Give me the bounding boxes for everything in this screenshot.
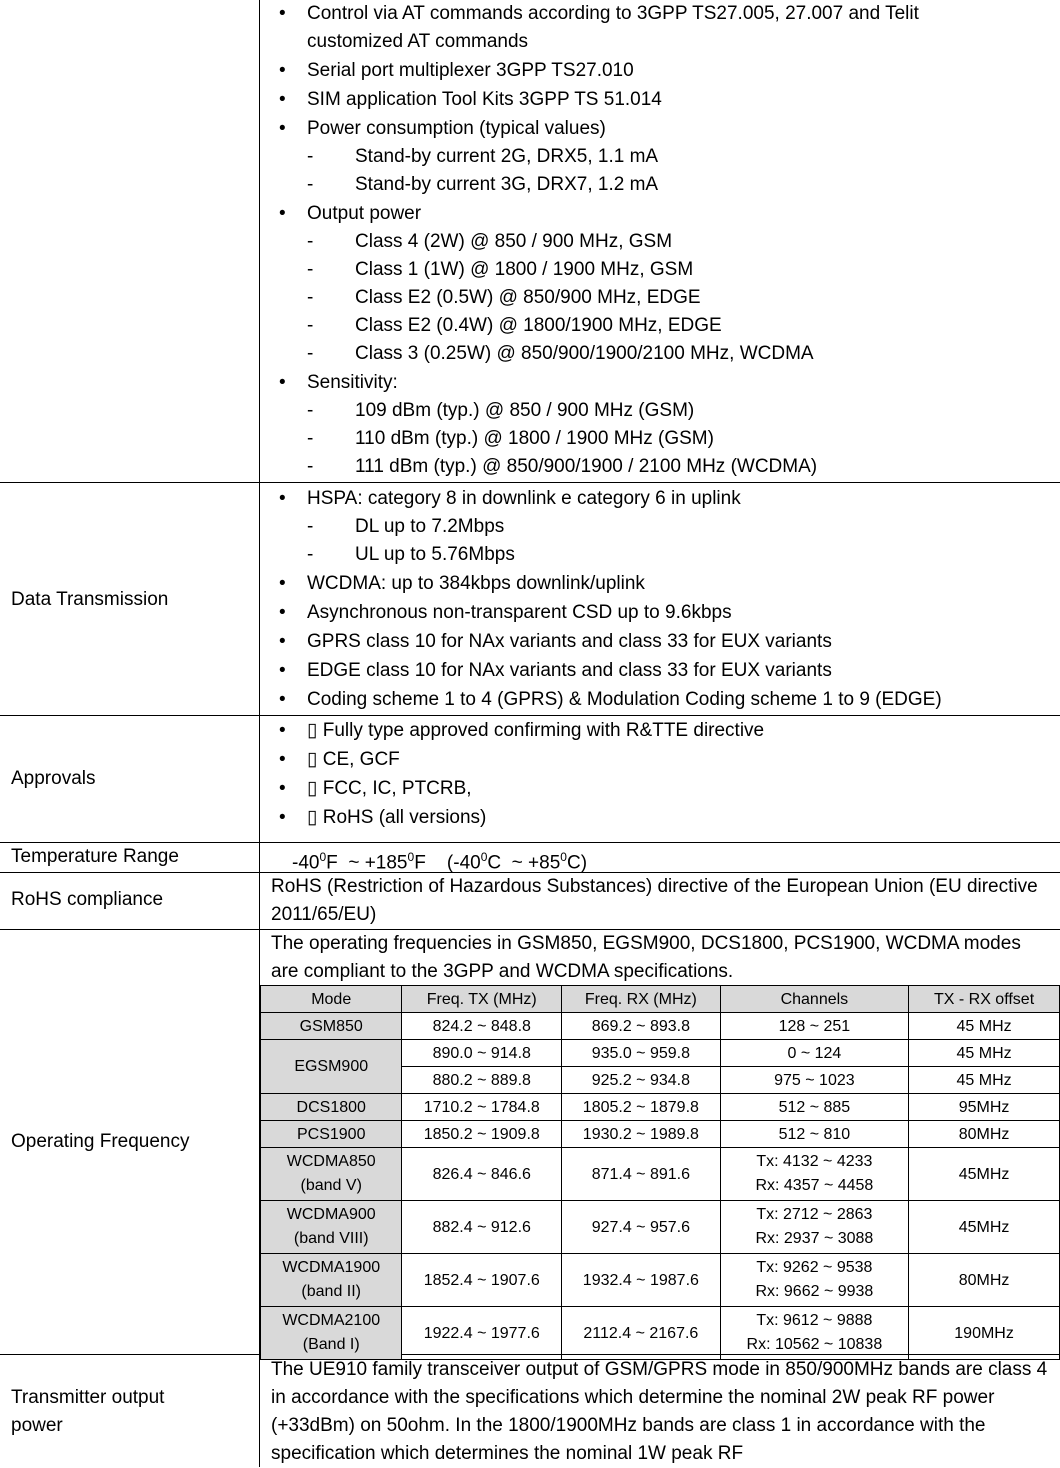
mode-line: WCDMA850 <box>286 1153 376 1170</box>
offset-cell: 80MHz <box>909 1254 1060 1307</box>
mode-line: WCDMA1900 <box>282 1259 381 1276</box>
mode-line: WCDMA2100 <box>282 1312 381 1329</box>
mode-cell: PCS1900 <box>261 1121 402 1148</box>
operating-frequency-label: Operating Frequency <box>11 1131 190 1152</box>
column-header: Freq. RX (MHz) <box>562 986 721 1013</box>
data-transmission-list <box>307 484 942 714</box>
column-header: Channels <box>720 986 908 1013</box>
channels-tx: Tx: 4132 ~ 4233 <box>756 1153 873 1170</box>
band-line: (Band I) <box>302 1336 360 1353</box>
tx-cell: 1922.4 ~ 1977.6 <box>402 1307 562 1360</box>
sub-item: - 110 dBm (typ.) @ 1800 / 1900 MHz (GSM) <box>307 425 1007 453</box>
sub-item: - Class E2 (0.5W) @ 850/900 MHz, EDGE <box>307 284 1007 312</box>
channels-rx: Rx: 4357 ~ 4458 <box>755 1177 874 1194</box>
frequency-table-header <box>261 986 1060 1013</box>
bullet-item: • ▯ CE, GCF <box>307 745 764 774</box>
rx-cell: 869.2 ~ 893.8 <box>562 1013 721 1040</box>
table-row <box>261 1148 1060 1201</box>
table-row <box>261 1094 1060 1121</box>
bullet-item: • EDGE class 10 for NAx variants and class 33 for EUX variants <box>307 656 942 685</box>
row-divider <box>0 482 1060 483</box>
channels-cell <box>720 1201 908 1254</box>
frequency-table <box>260 985 1060 1360</box>
bullet-item: • WCDMA: up to 384kbps downlink/uplink <box>307 569 942 598</box>
approvals-label: Approvals <box>11 768 96 789</box>
table-row <box>261 1013 1060 1040</box>
bullet-item: • GPRS class 10 for NAx variants and class 33 for EUX variants <box>307 627 942 656</box>
tx-cell: 880.2 ~ 889.8 <box>402 1067 562 1094</box>
rohs-text: RoHS (Restriction of Hazardous Substances) directive of the European Union (EU directive 2011/65/EU) <box>271 876 1038 925</box>
offset-cell: 45 MHz <box>909 1040 1060 1067</box>
band-line: (band V) <box>300 1177 362 1194</box>
column-header: Mode <box>261 986 402 1013</box>
channels-cell: 975 ~ 1023 <box>720 1067 908 1094</box>
rx-cell: 927.4 ~ 957.6 <box>562 1201 721 1254</box>
sub-item: - 109 dBm (typ.) @ 850 / 900 MHz (GSM) <box>307 397 1007 425</box>
transmitter-text: The UE910 family transceiver output of GSM/GPRS mode in 850/900MHz bands are class 4 in accordance with the specifications which determine the nominal 2W peak RF power (+33dBm) on 50ohm. In the 1800/1900MHz bands are class 1 in accordance with the specification which determines the nominal 1W peak RF <box>271 1359 1048 1464</box>
bullet-item: • ▯ Fully type approved confirming with R&TTE directive <box>307 716 764 745</box>
rx-cell: 1930.2 ~ 1989.8 <box>562 1121 721 1148</box>
rx-cell: 935.0 ~ 959.8 <box>562 1040 721 1067</box>
tx-cell: 826.4 ~ 846.6 <box>402 1148 562 1201</box>
sub-item: - Class 1 (1W) @ 1800 / 1900 MHz, GSM <box>307 256 1007 284</box>
tx-cell: 882.4 ~ 912.6 <box>402 1201 562 1254</box>
offset-cell: 45MHz <box>909 1201 1060 1254</box>
mode-cell <box>261 1307 402 1360</box>
bullet-item: • Power consumption (typical values) <box>307 114 1007 143</box>
bullet-item: • Output power <box>307 199 1007 228</box>
band-line: (band VIII) <box>293 1230 369 1247</box>
features-list <box>307 0 1007 481</box>
table-row <box>261 1201 1060 1254</box>
temperature-value: $-40^0F$ ~ $+185^0F$ ($-40^0C$ ~ $+85^0C$) <box>292 850 588 874</box>
tx-cell: 1852.4 ~ 1907.6 <box>402 1254 562 1307</box>
channels-cell: 0 ~ 124 <box>720 1040 908 1067</box>
mode-cell: GSM850 <box>261 1013 402 1040</box>
sub-item: - Stand-by current 3G, DRX7, 1.2 mA <box>307 171 1007 199</box>
bullet-item: • ▯ FCC, IC, PTCRB, <box>307 774 764 803</box>
channels-rx: Rx: 9662 ~ 9938 <box>755 1283 874 1300</box>
channels-tx: Tx: 9612 ~ 9888 <box>756 1312 873 1329</box>
rx-cell: 2112.4 ~ 2167.6 <box>562 1307 721 1360</box>
mode-cell <box>261 1148 402 1201</box>
tx-cell: 1850.2 ~ 1909.8 <box>402 1121 562 1148</box>
channels-cell <box>720 1254 908 1307</box>
mode-line: WCDMA900 <box>286 1206 376 1223</box>
sub-item: - Class E2 (0.4W) @ 1800/1900 MHz, EDGE <box>307 312 1007 340</box>
tx-cell: 890.0 ~ 914.8 <box>402 1040 562 1067</box>
bullet-item: • Serial port multiplexer 3GPP TS27.010 <box>307 56 1007 85</box>
rohs-label: RoHS compliance <box>11 889 164 910</box>
table-row <box>261 1307 1060 1360</box>
offset-cell: 45 MHz <box>909 1013 1060 1040</box>
column-header: TX - RX offset <box>909 986 1060 1013</box>
tx-cell: 1710.2 ~ 1784.8 <box>402 1094 562 1121</box>
bullet-item: • Sensitivity: <box>307 368 1007 397</box>
sub-item: - Class 3 (0.25W) @ 850/900/1900/2100 MHz, WCDMA <box>307 340 1007 368</box>
rx-cell: 1932.4 ~ 1987.6 <box>562 1254 721 1307</box>
bullet-item: • SIM application Tool Kits 3GPP TS 51.014 <box>307 85 1007 114</box>
approvals-list <box>307 716 764 832</box>
channels-tx: Tx: 2712 ~ 2863 <box>756 1206 873 1223</box>
mode-cell: EGSM900 <box>261 1040 402 1094</box>
offset-cell: 80MHz <box>909 1121 1060 1148</box>
channels-cell: 512 ~ 810 <box>720 1121 908 1148</box>
offset-cell: 45 MHz <box>909 1067 1060 1094</box>
sub-item: - Class 4 (2W) @ 850 / 900 MHz, GSM <box>307 228 1007 256</box>
table-row <box>261 1040 1060 1067</box>
channels-tx: Tx: 9262 ~ 9538 <box>756 1259 873 1276</box>
offset-cell: 190MHz <box>909 1307 1060 1360</box>
sub-item: - DL up to 7.2Mbps <box>307 513 942 541</box>
tx-cell: 824.2 ~ 848.8 <box>402 1013 562 1040</box>
bullet-item: • HSPA: category 8 in downlink e category 6 in uplink <box>307 484 942 513</box>
table-row <box>261 1121 1060 1148</box>
band-line: (band II) <box>301 1283 362 1300</box>
channels-cell <box>720 1307 908 1360</box>
offset-cell: 95MHz <box>909 1094 1060 1121</box>
column-header: Freq. TX (MHz) <box>402 986 562 1013</box>
bullet-item: • Coding scheme 1 to 4 (GPRS) & Modulation Coding scheme 1 to 9 (EDGE) <box>307 685 942 714</box>
bullet-item: • ▯ RoHS (all versions) <box>307 803 764 832</box>
rx-cell: 1805.2 ~ 1879.8 <box>562 1094 721 1121</box>
temperature-label: Temperature Range <box>11 846 179 867</box>
rx-cell: 925.2 ~ 934.8 <box>562 1067 721 1094</box>
channels-cell: 512 ~ 885 <box>720 1094 908 1121</box>
mode-cell <box>261 1201 402 1254</box>
offset-cell: 45MHz <box>909 1148 1060 1201</box>
channels-rx: Rx: 10562 ~ 10838 <box>746 1336 883 1353</box>
table-row <box>261 1254 1060 1307</box>
channels-cell: 128 ~ 251 <box>720 1013 908 1040</box>
data-transmission-label: Data Transmission <box>11 589 169 610</box>
bullet-item: • Control via AT commands according to 3GPP TS27.005, 27.007 and Telit customized AT commands <box>307 0 1007 56</box>
mode-cell <box>261 1254 402 1307</box>
sub-item: - Stand-by current 2G, DRX5, 1.1 mA <box>307 143 1007 171</box>
operating-frequency-intro: The operating frequencies in GSM850, EGSM900, DCS1800, PCS1900, WCDMA modes are compliant to the 3GPP and WCDMA specifications. <box>271 933 1021 982</box>
channels-rx: Rx: 2937 ~ 3088 <box>755 1230 874 1247</box>
sub-item: - 111 dBm (typ.) @ 850/900/1900 / 2100 MHz (WCDMA) <box>307 453 1007 481</box>
sub-item: - UL up to 5.76Mbps <box>307 541 942 569</box>
rx-cell: 871.4 ~ 891.6 <box>562 1148 721 1201</box>
bullet-item: • Asynchronous non-transparent CSD up to 9.6kbps <box>307 598 942 627</box>
channels-cell <box>720 1148 908 1201</box>
transmitter-label: Transmitter output power <box>11 1387 165 1436</box>
mode-cell: DCS1800 <box>261 1094 402 1121</box>
